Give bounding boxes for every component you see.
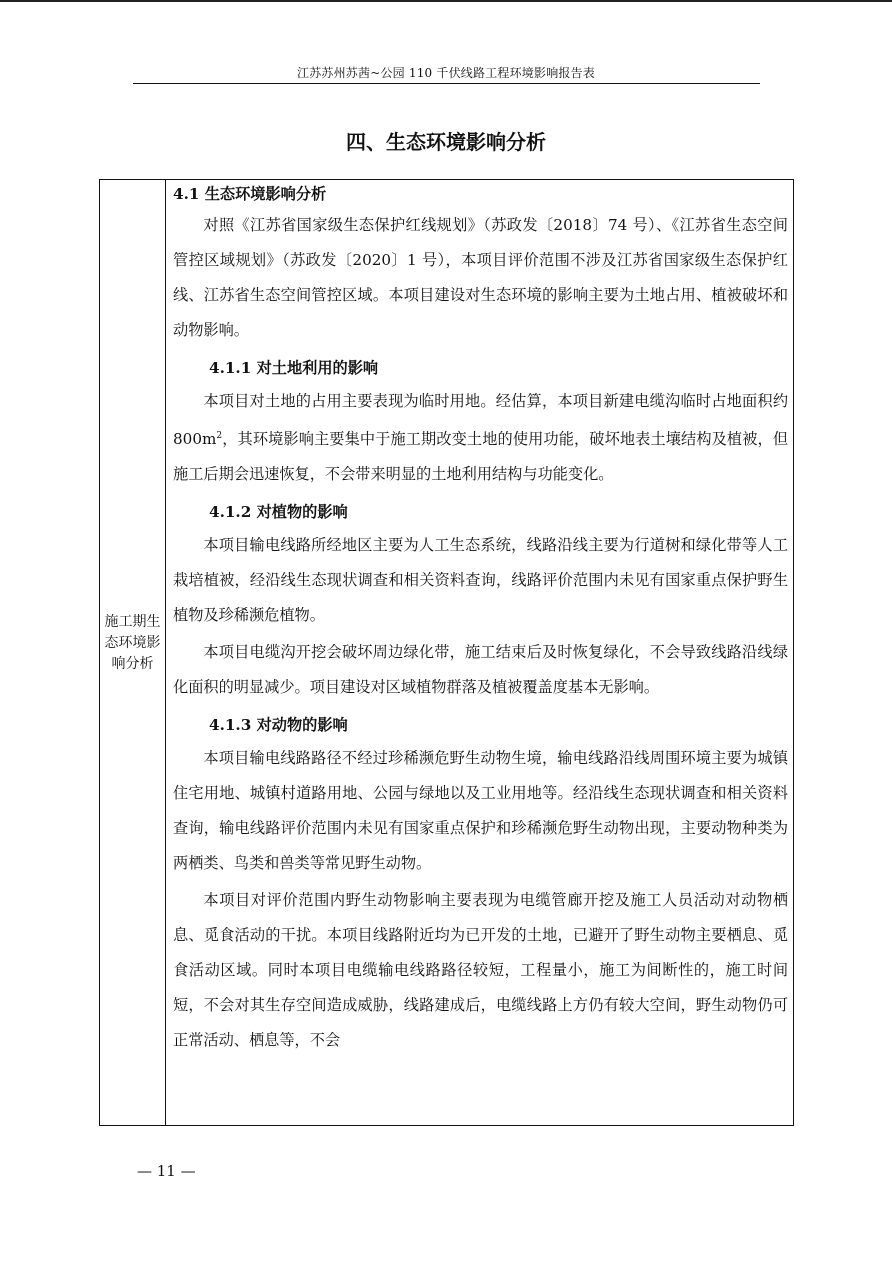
section-heading: 4.1 生态环境影响分析 [173, 185, 327, 203]
page-number: — 11 — [137, 1162, 196, 1180]
animals-paragraph-2: 本项目对评价范围内野生动物影响主要表现为电缆管廊开挖及施工人员活动对动物栖息、觅食活动的干扰。本项目线路附近均为已开发的土地，已避开了野生动物主要栖息、觅食活动区域。同时本项目电缆输电线路路径较短，工程量小，施工为间断性的，施工时间短，不会对其生存空间造成威胁，线路建成后，电缆线路上方仍有较大空间，野生动物仍可正常活动、栖息等，不会 [173, 891, 788, 1050]
row-label [100, 612, 165, 675]
land-use-text-a: 本项目对土地的占用主要表现为临时用地。经估算，本项目新建电缆沟临时占地面积约 800m [173, 392, 788, 449]
plants-paragraph-2: 本项目电缆沟开挖会破坏周边绿化带，施工结束后及时恢复绿化，不会导致线路沿线绿化面积的明显减少。项目建设对区域植物群落及植被覆盖度基本无影响。 [173, 643, 788, 697]
intro-paragraph: 对照《江苏省国家级生态保护红线规划》（苏政发〔2018〕74 号）、《江苏省生态空间管控区域规划》（苏政发〔2020〕1 号），本项目评价范围不涉及江苏省国家级生态保护红线、江苏省生态空间管控区域。本项目建设对生态环境的影响主要为土地占用、植被破坏和动物影响。 [173, 216, 788, 339]
page-title: 四、生态环境影响分析 [346, 130, 546, 154]
plants-paragraph-1: 本项目输电线路所经地区主要为人工生态系统，线路沿线主要为行道树和绿化带等人工栽培植被，经沿线生态现状调查和相关资料查询，线路评价范围内未见有国家重点保护野生植物及珍稀濒危植物。 [173, 536, 788, 625]
animals-paragraph-1: 本项目输电线路路径不经过珍稀濒危野生动物生境，输电线路沿线周围环境主要为城镇住宅用地、城镇村道路用地、公园与绿地以及工业用地等。经沿线生态现状调查和相关资料查询，输电线路评价范围内未见有国家重点保护和珍稀濒危野生动物出现，主要动物种类为两栖类、鸟类和兽类等常见野生动物。 [173, 749, 788, 873]
subsection-heading-plants: 4.1.2 对植物的影响 [209, 503, 348, 522]
superscript-2: 2 [216, 431, 223, 441]
column-divider [165, 180, 166, 1125]
page-top-border [0, 0, 892, 2]
subsection-heading-animals: 4.1.3 对动物的影响 [209, 716, 348, 735]
land-use-text-b: ，其环境影响主要集中于施工期改变土地的使用功能，破坏地表土壤结构及植被，但施工后期会迅速恢复，不会带来明显的土地利用结构与功能变化。 [173, 430, 788, 484]
content-table [99, 179, 794, 1126]
content-cell [173, 182, 788, 1058]
row-label-text: 施工期生态环境影响分析 [104, 614, 161, 672]
header-rule [133, 83, 760, 84]
land-use-paragraph [173, 384, 788, 492]
running-header: 江苏苏州苏茜~公园 110 千伏线路工程环境影响报告表 [297, 66, 595, 80]
subsection-heading-land: 4.1.1 对土地利用的影响 [209, 359, 379, 377]
